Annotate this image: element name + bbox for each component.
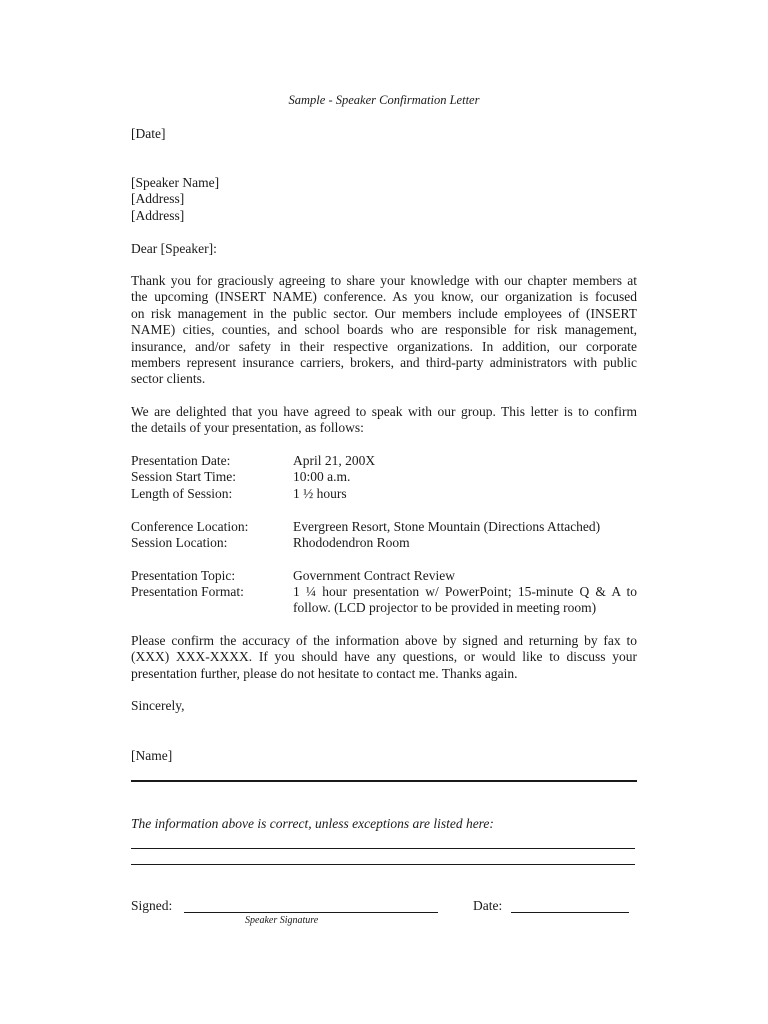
paragraph-line: NAME) cities, counties, and school boards who are responsible for risk management, [131, 322, 637, 338]
closing: Sincerely, [131, 698, 185, 713]
paragraph-line: members represent insurance carriers, brokers, and third-party administrators with public [131, 355, 637, 370]
detail-value: 1 ½ hours [293, 486, 347, 501]
exceptions-line[interactable] [131, 848, 635, 849]
letter-title: Sample - Speaker Confirmation Letter [288, 93, 480, 107]
detail-label: Length of Session: [131, 486, 233, 501]
detail-label: Presentation Topic: [131, 568, 236, 583]
separator-rule [131, 780, 637, 782]
paragraph-line: (XXX) XXX-XXXX. If you should have any questions, or would like to discuss your [131, 649, 637, 665]
detail-label: Presentation Date: [131, 453, 231, 468]
detail-value: 1 ¼ hour presentation w/ PowerPoint; 15-minute Q & A to [293, 584, 637, 599]
address-line: [Speaker Name] [131, 175, 220, 190]
exceptions-line[interactable] [131, 864, 635, 865]
paragraph-line: We are delighted that you have agreed to speak with our group. This letter is to confirm [131, 404, 637, 419]
exceptions-note: The information above is correct, unless exceptions are listed here: [131, 816, 494, 831]
detail-label: Session Start Time: [131, 469, 237, 484]
detail-value-continued: follow. (LCD projector to be provided in meeting room) [293, 600, 597, 615]
paragraph-line: Please confirm the accuracy of the information above by signed and returning by fax to [131, 633, 637, 648]
paragraph-line: on risk management in the public sector. Our members include employees of (INSERT [131, 305, 637, 321]
detail-value: Rhododendron Room [293, 535, 410, 550]
salutation: Dear [Speaker]: [131, 241, 217, 256]
detail-label: Presentation Format: [131, 584, 244, 599]
paragraph-line: Thank you for graciously agreeing to share your knowledge with our chapter members at [131, 273, 637, 288]
detail-label: Conference Location: [131, 519, 249, 534]
signature-caption: Speaker Signature [245, 915, 319, 926]
detail-value: Government Contract Review [293, 568, 455, 583]
address-line: [Address] [131, 208, 185, 223]
date-label: Date: [473, 898, 503, 913]
detail-value: April 21, 200X [293, 453, 376, 468]
detail-value: Evergreen Resort, Stone Mountain (Directions Attached) [293, 519, 601, 534]
signed-label: Signed: [131, 898, 173, 913]
paragraph-line: insurance, and/or safety in their respective organizations. In addition, our corporate [131, 338, 637, 354]
signature-field[interactable] [184, 912, 438, 913]
detail-label: Session Location: [131, 535, 228, 550]
paragraph-line: the upcoming (INSERT NAME) conference. As you know, our organization is focused [131, 289, 637, 305]
detail-value: 10:00 a.m. [293, 469, 351, 484]
address-line: [Address] [131, 191, 185, 206]
paragraph-line: presentation further, please do not hesitate to contact me. Thanks again. [131, 665, 518, 681]
date-placeholder: [Date] [131, 126, 166, 141]
paragraph-line: the details of your presentation, as follows: [131, 420, 364, 436]
name-placeholder: [Name] [131, 748, 173, 763]
date-field[interactable] [511, 912, 629, 913]
paragraph-line: sector clients. [131, 371, 206, 387]
